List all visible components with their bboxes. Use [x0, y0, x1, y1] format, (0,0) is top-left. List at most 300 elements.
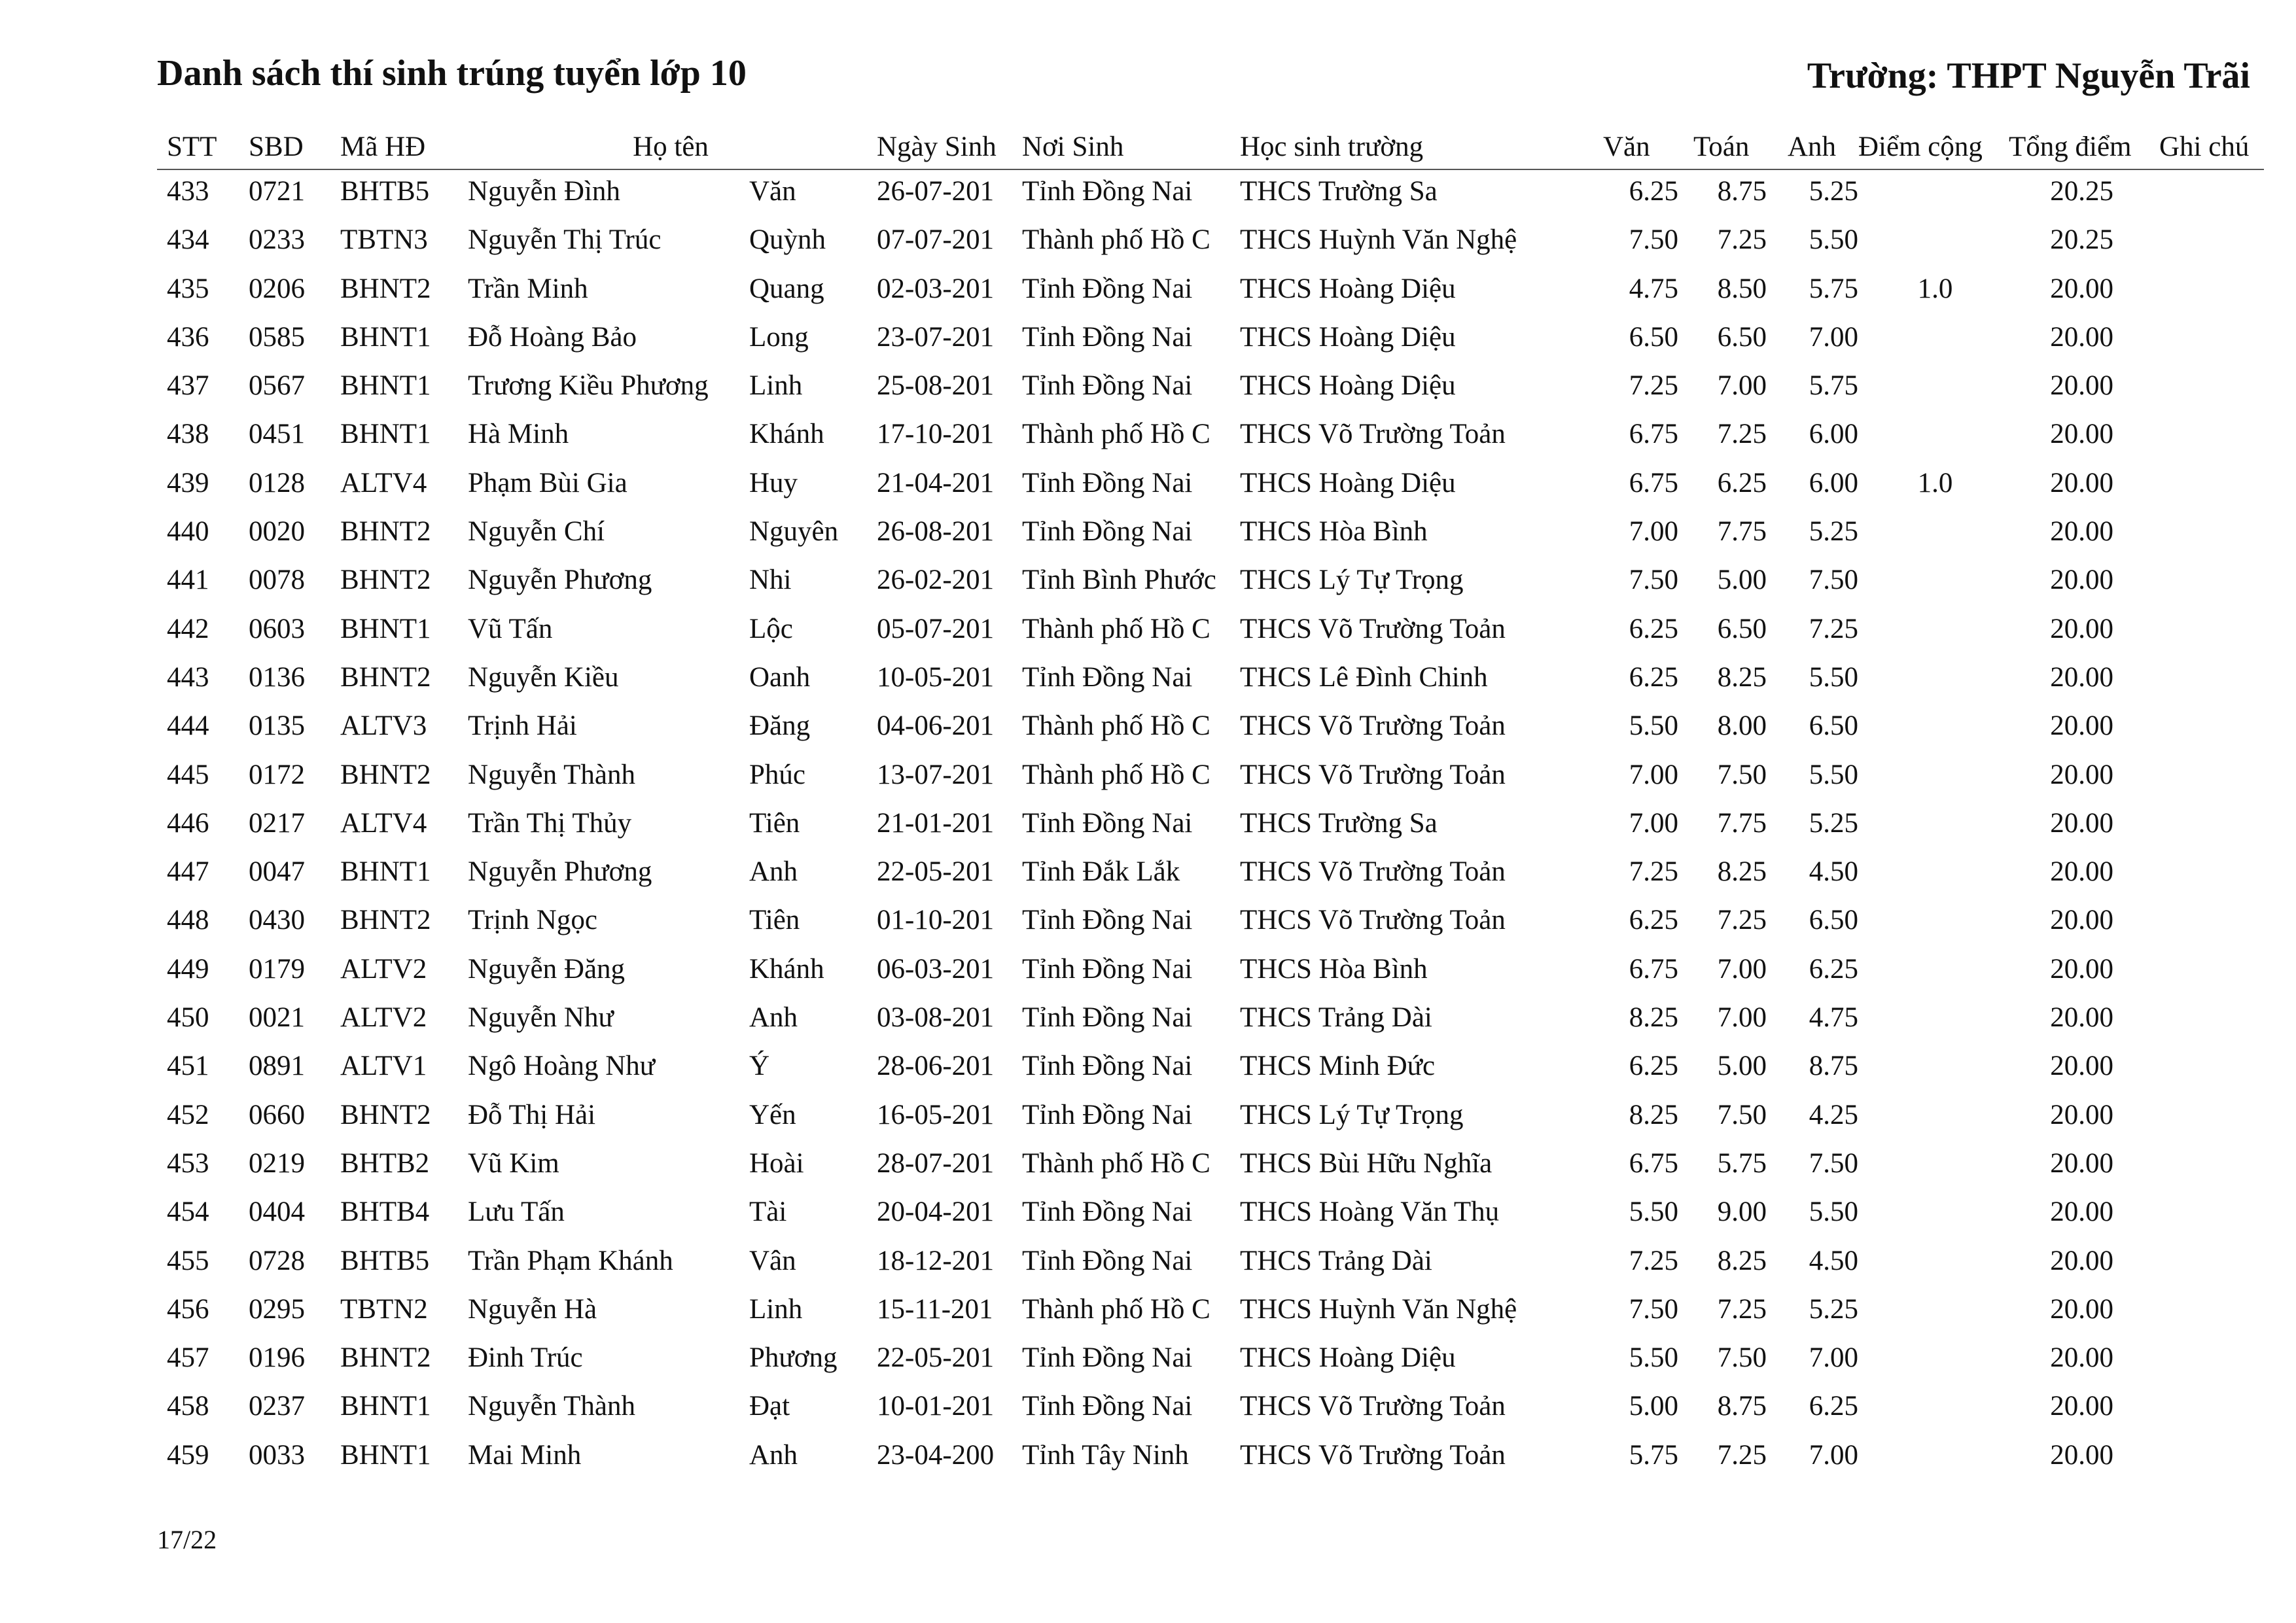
cell-van: 6.25 — [1629, 176, 1678, 207]
cell-van: 6.25 — [1629, 661, 1678, 693]
cell-sbd: 0237 — [249, 1391, 305, 1422]
cell-noi-sinh: Thành phố Hồ C — [1022, 419, 1210, 450]
cell-van: 8.25 — [1629, 1002, 1678, 1034]
cell-anh: 5.75 — [1809, 370, 1858, 402]
cell-ma-hd: BHTB4 — [340, 1196, 430, 1228]
cell-toan: 7.50 — [1717, 759, 1767, 790]
cell-stt: 450 — [167, 1002, 209, 1034]
table-row — [157, 802, 2264, 850]
cell-ngay-sinh: 22-05-201 — [877, 1342, 995, 1374]
cell-sbd: 0585 — [249, 321, 305, 353]
table-row — [157, 850, 2264, 899]
cell-ngay-sinh: 26-08-201 — [877, 516, 995, 548]
cell-ho: Nguyễn Kiều — [468, 661, 619, 693]
cell-hoc-sinh-truong: THCS Võ Trường Toản — [1240, 613, 1506, 644]
cell-anh: 6.25 — [1809, 1391, 1858, 1422]
cell-ma-hd: BHTB5 — [340, 176, 430, 207]
cell-ngay-sinh: 20-04-201 — [877, 1196, 995, 1228]
header-van: Văn — [1603, 131, 1650, 162]
cell-stt: 440 — [167, 516, 209, 548]
table-row — [157, 754, 2264, 802]
cell-ma-hd: BHNT2 — [340, 516, 431, 548]
cell-ho: Trần Minh — [468, 273, 588, 304]
cell-ten: Phúc — [749, 759, 805, 790]
cell-toan: 7.25 — [1717, 224, 1767, 256]
table-row — [157, 1385, 2264, 1433]
cell-tong-diem: 20.00 — [2050, 1002, 2113, 1034]
cell-stt: 452 — [167, 1099, 209, 1130]
cell-noi-sinh: Thành phố Hồ C — [1022, 224, 1210, 256]
cell-ten: Phương — [749, 1342, 838, 1374]
cell-hoc-sinh-truong: THCS Bùi Hữu Nghĩa — [1240, 1147, 1492, 1179]
cell-toan: 8.25 — [1717, 856, 1767, 888]
cell-van: 8.25 — [1629, 1099, 1678, 1130]
cell-hoc-sinh-truong: THCS Hòa Bình — [1240, 953, 1428, 985]
cell-stt: 434 — [167, 224, 209, 256]
cell-noi-sinh: Thành phố Hồ C — [1022, 1293, 1210, 1325]
cell-ngay-sinh: 26-02-201 — [877, 565, 995, 596]
cell-tong-diem: 20.00 — [2050, 419, 2113, 450]
cell-sbd: 0136 — [249, 661, 305, 693]
cell-anh: 8.75 — [1809, 1051, 1858, 1082]
cell-toan: 7.00 — [1717, 953, 1767, 985]
cell-van: 6.75 — [1629, 953, 1678, 985]
cell-tong-diem: 20.00 — [2050, 1342, 2113, 1374]
cell-ho: Trịnh Ngọc — [468, 905, 597, 936]
table-row — [157, 899, 2264, 947]
cell-sbd: 0020 — [249, 516, 305, 548]
cell-ngay-sinh: 28-07-201 — [877, 1147, 995, 1179]
cell-hoc-sinh-truong: THCS Huỳnh Văn Nghệ — [1240, 1293, 1517, 1325]
cell-toan: 8.50 — [1717, 273, 1767, 304]
table-row — [157, 608, 2264, 656]
cell-stt: 457 — [167, 1342, 209, 1374]
cell-noi-sinh: Tỉnh Đồng Nai — [1022, 176, 1193, 207]
cell-van: 7.50 — [1629, 224, 1678, 256]
cell-anh: 4.50 — [1809, 1245, 1858, 1276]
cell-sbd: 0660 — [249, 1099, 305, 1130]
cell-ten: Khánh — [749, 953, 824, 985]
cell-noi-sinh: Tỉnh Đồng Nai — [1022, 273, 1193, 304]
page-title: Danh sách thí sinh trúng tuyển lớp 10 — [157, 53, 747, 94]
cell-hoc-sinh-truong: THCS Trảng Dài — [1240, 1002, 1432, 1034]
table-row — [157, 1191, 2264, 1239]
cell-stt: 448 — [167, 905, 209, 936]
cell-tong-diem: 20.00 — [2050, 1245, 2113, 1276]
cell-noi-sinh: Tỉnh Đắk Lắk — [1022, 856, 1180, 888]
admission-table — [157, 126, 2264, 1482]
cell-ten: Anh — [749, 856, 798, 888]
cell-stt: 438 — [167, 419, 209, 450]
cell-van: 5.50 — [1629, 1196, 1678, 1228]
cell-diem-cong: 1.0 — [1917, 273, 1953, 304]
cell-tong-diem: 20.00 — [2050, 807, 2113, 839]
cell-hoc-sinh-truong: THCS Lý Tự Trọng — [1240, 1099, 1464, 1130]
school-title: Trường: THPT Nguyễn Trãi — [1807, 56, 2250, 96]
cell-hoc-sinh-truong: THCS Huỳnh Văn Nghệ — [1240, 224, 1517, 256]
cell-van: 5.50 — [1629, 710, 1678, 742]
header-ngay-sinh: Ngày Sinh — [877, 131, 997, 162]
cell-ma-hd: BHNT2 — [340, 661, 431, 693]
cell-ngay-sinh: 23-07-201 — [877, 321, 995, 353]
cell-tong-diem: 20.00 — [2050, 905, 2113, 936]
cell-ten: Lộc — [749, 613, 793, 644]
cell-ngay-sinh: 15-11-201 — [877, 1293, 993, 1325]
cell-toan: 8.25 — [1717, 1245, 1767, 1276]
cell-stt: 449 — [167, 953, 209, 985]
cell-tong-diem: 20.25 — [2050, 224, 2113, 256]
cell-anh: 7.50 — [1809, 565, 1858, 596]
cell-toan: 7.75 — [1717, 516, 1767, 548]
cell-ngay-sinh: 26-07-201 — [877, 176, 995, 207]
cell-sbd: 0451 — [249, 419, 305, 450]
cell-sbd: 0404 — [249, 1196, 305, 1228]
cell-noi-sinh: Thành phố Hồ C — [1022, 613, 1210, 644]
cell-ngay-sinh: 01-10-201 — [877, 905, 995, 936]
cell-anh: 5.25 — [1809, 807, 1858, 839]
cell-ngay-sinh: 05-07-201 — [877, 613, 995, 644]
cell-tong-diem: 20.00 — [2050, 273, 2113, 304]
cell-anh: 4.25 — [1809, 1099, 1858, 1130]
cell-ten: Tiên — [749, 807, 800, 839]
table-row — [157, 705, 2264, 753]
cell-sbd: 0891 — [249, 1051, 305, 1082]
cell-noi-sinh: Tỉnh Tây Ninh — [1022, 1439, 1189, 1471]
cell-ma-hd: BHTB5 — [340, 1245, 430, 1276]
table-row — [157, 996, 2264, 1045]
cell-ngay-sinh: 28-06-201 — [877, 1051, 995, 1082]
cell-tong-diem: 20.00 — [2050, 370, 2113, 402]
cell-ngay-sinh: 02-03-201 — [877, 273, 995, 304]
cell-ma-hd: BHNT2 — [340, 1342, 431, 1374]
cell-stt: 456 — [167, 1293, 209, 1325]
cell-ngay-sinh: 13-07-201 — [877, 759, 995, 790]
cell-ma-hd: TBTN3 — [340, 224, 428, 256]
cell-hoc-sinh-truong: THCS Võ Trường Toản — [1240, 856, 1506, 888]
cell-ngay-sinh: 21-04-201 — [877, 467, 995, 498]
cell-toan: 5.00 — [1717, 1051, 1767, 1082]
cell-toan: 6.50 — [1717, 613, 1767, 644]
cell-van: 6.25 — [1629, 613, 1678, 644]
table-row — [157, 364, 2264, 413]
cell-ma-hd: ALTV1 — [340, 1051, 427, 1082]
cell-hoc-sinh-truong: THCS Minh Đức — [1240, 1051, 1436, 1082]
cell-ten: Oanh — [749, 661, 811, 693]
table-row — [157, 462, 2264, 510]
cell-ma-hd: BHTB2 — [340, 1147, 430, 1179]
cell-ho: Hà Minh — [468, 419, 569, 450]
cell-hoc-sinh-truong: THCS Võ Trường Toản — [1240, 1391, 1506, 1422]
cell-toan: 7.50 — [1717, 1342, 1767, 1374]
cell-van: 6.25 — [1629, 905, 1678, 936]
cell-ma-hd: ALTV4 — [340, 467, 427, 498]
cell-ho: Trương Kiều Phương — [468, 370, 709, 402]
cell-hoc-sinh-truong: THCS Võ Trường Toản — [1240, 759, 1506, 790]
cell-ho: Trần Thị Thủy — [468, 807, 632, 839]
cell-noi-sinh: Tỉnh Đồng Nai — [1022, 953, 1193, 985]
cell-toan: 7.50 — [1717, 1099, 1767, 1130]
cell-anh: 4.75 — [1809, 1002, 1858, 1034]
cell-ma-hd: BHNT1 — [340, 1391, 431, 1422]
cell-ho: Nguyễn Đình — [468, 176, 620, 207]
cell-stt: 451 — [167, 1051, 209, 1082]
cell-ten: Vân — [749, 1245, 796, 1276]
table-row — [157, 1142, 2264, 1191]
cell-tong-diem: 20.00 — [2050, 953, 2113, 985]
header-toan: Toán — [1693, 131, 1750, 162]
cell-tong-diem: 20.00 — [2050, 1391, 2113, 1422]
table-row — [157, 656, 2264, 705]
cell-van: 6.75 — [1629, 467, 1678, 498]
cell-sbd: 0219 — [249, 1147, 305, 1179]
cell-van: 7.00 — [1629, 759, 1678, 790]
cell-ten: Văn — [749, 176, 796, 207]
cell-ma-hd: BHNT1 — [340, 370, 431, 402]
cell-noi-sinh: Tỉnh Đồng Nai — [1022, 1391, 1193, 1422]
cell-sbd: 0206 — [249, 273, 305, 304]
cell-toan: 8.00 — [1717, 710, 1767, 742]
cell-ngay-sinh: 21-01-201 — [877, 807, 995, 839]
cell-van: 5.75 — [1629, 1439, 1678, 1471]
cell-ten: Huy — [749, 467, 798, 498]
cell-hoc-sinh-truong: THCS Hòa Bình — [1240, 516, 1428, 548]
cell-van: 7.00 — [1629, 807, 1678, 839]
cell-hoc-sinh-truong: THCS Hoàng Diệu — [1240, 467, 1456, 498]
cell-toan: 7.25 — [1717, 1293, 1767, 1325]
cell-ho: Nguyễn Thành — [468, 1391, 635, 1422]
cell-noi-sinh: Thành phố Hồ C — [1022, 710, 1210, 742]
cell-tong-diem: 20.00 — [2050, 1293, 2113, 1325]
cell-ma-hd: BHNT2 — [340, 273, 431, 304]
cell-stt: 446 — [167, 807, 209, 839]
cell-ngay-sinh: 04-06-201 — [877, 710, 995, 742]
page-number: 17/22 — [157, 1525, 217, 1554]
cell-anh: 5.25 — [1809, 176, 1858, 207]
cell-anh: 5.50 — [1809, 661, 1858, 693]
cell-noi-sinh: Tỉnh Đồng Nai — [1022, 807, 1193, 839]
cell-sbd: 0128 — [249, 467, 305, 498]
table-row — [157, 268, 2264, 316]
cell-toan: 6.50 — [1717, 321, 1767, 353]
cell-toan: 7.25 — [1717, 419, 1767, 450]
cell-anh: 7.25 — [1809, 613, 1858, 644]
cell-stt: 443 — [167, 661, 209, 693]
cell-ten: Quỳnh — [749, 224, 826, 256]
cell-stt: 455 — [167, 1245, 209, 1276]
cell-van: 4.75 — [1629, 273, 1678, 304]
header-tong-diem: Tổng điểm — [2009, 131, 2132, 162]
cell-noi-sinh: Tỉnh Đồng Nai — [1022, 1099, 1193, 1130]
cell-stt: 444 — [167, 710, 209, 742]
cell-ma-hd: TBTN2 — [340, 1293, 428, 1325]
cell-hoc-sinh-truong: THCS Hoàng Diệu — [1240, 1342, 1456, 1374]
cell-ma-hd: BHNT1 — [340, 613, 431, 644]
cell-diem-cong: 1.0 — [1917, 467, 1953, 498]
cell-tong-diem: 20.00 — [2050, 321, 2113, 353]
cell-tong-diem: 20.00 — [2050, 613, 2113, 644]
cell-ten: Khánh — [749, 419, 824, 450]
cell-toan: 8.75 — [1717, 1391, 1767, 1422]
cell-noi-sinh: Tỉnh Đồng Nai — [1022, 516, 1193, 548]
cell-tong-diem: 20.00 — [2050, 1147, 2113, 1179]
cell-ma-hd: BHNT2 — [340, 905, 431, 936]
cell-ngay-sinh: 18-12-201 — [877, 1245, 995, 1276]
cell-noi-sinh: Tỉnh Bình Phước — [1022, 565, 1216, 596]
table-row — [157, 1240, 2264, 1288]
cell-tong-diem: 20.00 — [2050, 1051, 2113, 1082]
cell-ma-hd: BHNT1 — [340, 856, 431, 888]
cell-anh: 5.25 — [1809, 516, 1858, 548]
cell-ho: Nguyễn Chí — [468, 516, 605, 548]
cell-hoc-sinh-truong: THCS Hoàng Diệu — [1240, 273, 1456, 304]
cell-anh: 7.00 — [1809, 321, 1858, 353]
cell-ho: Đỗ Hoàng Bảo — [468, 321, 637, 353]
cell-tong-diem: 20.00 — [2050, 710, 2113, 742]
cell-hoc-sinh-truong: THCS Lê Đình Chinh — [1240, 661, 1488, 693]
cell-ho: Đinh Trúc — [468, 1342, 583, 1374]
cell-noi-sinh: Tỉnh Đồng Nai — [1022, 321, 1193, 353]
cell-ho: Nguyễn Thị Trúc — [468, 224, 662, 256]
header-ghi-chu: Ghi chú — [2159, 131, 2250, 162]
cell-van: 6.25 — [1629, 1051, 1678, 1082]
cell-noi-sinh: Tỉnh Đồng Nai — [1022, 467, 1193, 498]
cell-ngay-sinh: 10-01-201 — [877, 1391, 995, 1422]
cell-ho: Nguyễn Như — [468, 1002, 614, 1034]
cell-van: 5.00 — [1629, 1391, 1678, 1422]
cell-ngay-sinh: 17-10-201 — [877, 419, 995, 450]
cell-noi-sinh: Thành phố Hồ C — [1022, 1147, 1210, 1179]
table-row — [157, 510, 2264, 559]
cell-anh: 5.50 — [1809, 759, 1858, 790]
cell-ngay-sinh: 16-05-201 — [877, 1099, 995, 1130]
cell-toan: 5.00 — [1717, 565, 1767, 596]
cell-tong-diem: 20.00 — [2050, 565, 2113, 596]
cell-ngay-sinh: 03-08-201 — [877, 1002, 995, 1034]
cell-anh: 5.75 — [1809, 273, 1858, 304]
cell-hoc-sinh-truong: THCS Trảng Dài — [1240, 1245, 1432, 1276]
cell-ho: Nguyễn Hà — [468, 1293, 597, 1325]
table-header — [157, 126, 2264, 170]
cell-ten: Ý — [749, 1051, 770, 1082]
cell-ten: Yến — [749, 1099, 796, 1130]
cell-ngay-sinh: 25-08-201 — [877, 370, 995, 402]
cell-ten: Long — [749, 321, 809, 353]
cell-ho: Nguyễn Thành — [468, 759, 635, 790]
cell-sbd: 0172 — [249, 759, 305, 790]
cell-stt: 459 — [167, 1439, 209, 1471]
table-row — [157, 559, 2264, 607]
cell-anh: 6.00 — [1809, 467, 1858, 498]
cell-ma-hd: BHNT2 — [340, 1099, 431, 1130]
header-ho-ten: Họ tên — [633, 131, 709, 162]
cell-stt: 433 — [167, 176, 209, 207]
cell-noi-sinh: Tỉnh Đồng Nai — [1022, 1342, 1193, 1374]
cell-anh: 6.50 — [1809, 710, 1858, 742]
cell-stt: 453 — [167, 1147, 209, 1179]
header-sbd: SBD — [249, 131, 304, 162]
cell-stt: 447 — [167, 856, 209, 888]
cell-hoc-sinh-truong: THCS Võ Trường Toản — [1240, 1439, 1506, 1471]
cell-noi-sinh: Tỉnh Đồng Nai — [1022, 1002, 1193, 1034]
cell-ho: Vũ Kim — [468, 1147, 559, 1179]
cell-tong-diem: 20.00 — [2050, 856, 2113, 888]
table-row — [157, 1336, 2264, 1385]
cell-ngay-sinh: 06-03-201 — [877, 953, 995, 985]
table-row — [157, 413, 2264, 461]
cell-anh: 6.50 — [1809, 905, 1858, 936]
cell-sbd: 0217 — [249, 807, 305, 839]
cell-ho: Vũ Tấn — [468, 613, 553, 644]
cell-ten: Nhi — [749, 565, 792, 596]
cell-tong-diem: 20.25 — [2050, 176, 2113, 207]
cell-sbd: 0078 — [249, 565, 305, 596]
cell-ma-hd: BHNT2 — [340, 565, 431, 596]
cell-stt: 435 — [167, 273, 209, 304]
cell-van: 6.75 — [1629, 419, 1678, 450]
cell-stt: 458 — [167, 1391, 209, 1422]
cell-hoc-sinh-truong: THCS Võ Trường Toản — [1240, 419, 1506, 450]
cell-ma-hd: BHNT1 — [340, 419, 431, 450]
table-row — [157, 170, 2264, 218]
header-stt: STT — [167, 131, 217, 162]
cell-ma-hd: ALTV3 — [340, 710, 427, 742]
cell-noi-sinh: Tỉnh Đồng Nai — [1022, 1051, 1193, 1082]
cell-hoc-sinh-truong: THCS Võ Trường Toản — [1240, 710, 1506, 742]
cell-sbd: 0295 — [249, 1293, 305, 1325]
cell-tong-diem: 20.00 — [2050, 1099, 2113, 1130]
cell-tong-diem: 20.00 — [2050, 1196, 2113, 1228]
cell-sbd: 0233 — [249, 224, 305, 256]
cell-anh: 7.50 — [1809, 1147, 1858, 1179]
cell-hoc-sinh-truong: THCS Lý Tự Trọng — [1240, 565, 1464, 596]
cell-tong-diem: 20.00 — [2050, 1439, 2113, 1471]
cell-noi-sinh: Thành phố Hồ C — [1022, 759, 1210, 790]
cell-sbd: 0033 — [249, 1439, 305, 1471]
table-row — [157, 1434, 2264, 1482]
cell-anh: 7.00 — [1809, 1342, 1858, 1374]
cell-tong-diem: 20.00 — [2050, 467, 2113, 498]
cell-tong-diem: 20.00 — [2050, 759, 2113, 790]
table-row — [157, 1094, 2264, 1142]
cell-sbd: 0179 — [249, 953, 305, 985]
cell-hoc-sinh-truong: THCS Hoàng Văn Thụ — [1240, 1196, 1500, 1228]
table-row — [157, 218, 2264, 267]
cell-ngay-sinh: 07-07-201 — [877, 224, 995, 256]
cell-ten: Tiên — [749, 905, 800, 936]
table-row — [157, 1045, 2264, 1093]
cell-ten: Anh — [749, 1002, 798, 1034]
cell-noi-sinh: Tỉnh Đồng Nai — [1022, 1196, 1193, 1228]
cell-van: 7.00 — [1629, 516, 1678, 548]
cell-stt: 454 — [167, 1196, 209, 1228]
cell-ma-hd: BHNT2 — [340, 759, 431, 790]
header-ma-hd: Mã HĐ — [340, 131, 426, 162]
cell-anh: 5.50 — [1809, 1196, 1858, 1228]
header-anh: Anh — [1788, 131, 1837, 162]
cell-hoc-sinh-truong: THCS Hoàng Diệu — [1240, 370, 1456, 402]
cell-ten: Linh — [749, 370, 803, 402]
cell-toan: 7.00 — [1717, 370, 1767, 402]
cell-toan: 8.25 — [1717, 661, 1767, 693]
table-body — [157, 170, 2264, 1482]
cell-ngay-sinh: 22-05-201 — [877, 856, 995, 888]
cell-ma-hd: ALTV2 — [340, 1002, 427, 1034]
cell-van: 5.50 — [1629, 1342, 1678, 1374]
cell-sbd: 0430 — [249, 905, 305, 936]
cell-ten: Quang — [749, 273, 824, 304]
cell-stt: 445 — [167, 759, 209, 790]
cell-hoc-sinh-truong: THCS Trường Sa — [1240, 176, 1438, 207]
